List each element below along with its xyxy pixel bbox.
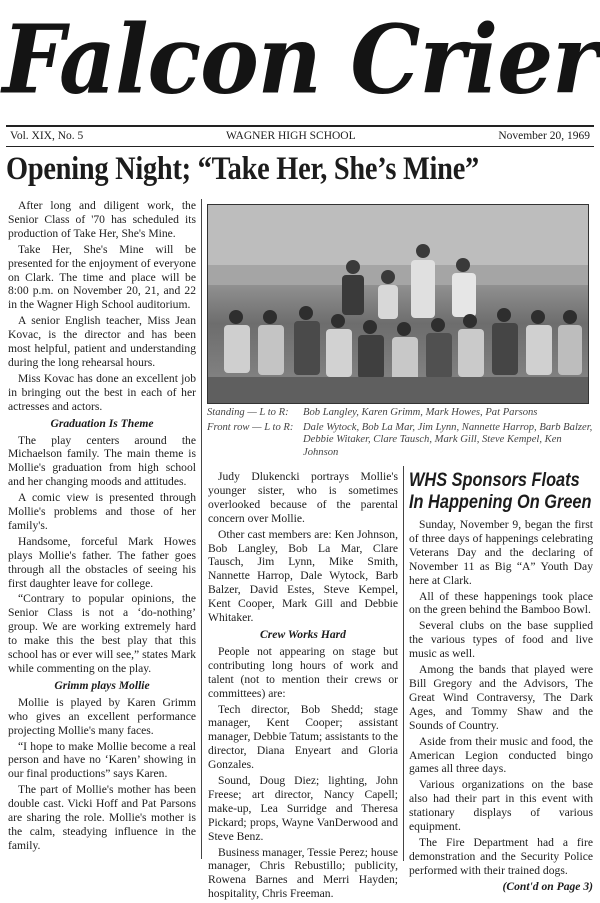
paragraph: “I hope to make Mollie become a real person and have no ‘Karen’ showing in our final productions” says Karen.	[8, 739, 196, 781]
paragraph: Mollie is played by Karen Grimm who gives an excellent performance projecting Mollie's many faces.	[8, 695, 196, 737]
paragraph: Handsome, forceful Mark Howes plays Mollie's father. The father goes through all the obstacles of seeing his first daughter leave for college.	[8, 534, 196, 590]
subheading-grimm: Grimm plays Mollie	[54, 678, 150, 692]
main-headline: Opening Night; “Take Her, She’s Mine”	[6, 151, 479, 187]
paragraph: A comic view is presented through Mollie's problems and those of her family's.	[8, 491, 196, 532]
paragraph: The play centers around the Michaelson family. The main theme is Mollie's graduation from high school and her changing moods and attitudes.	[8, 433, 196, 489]
article-column-3	[409, 518, 593, 896]
caption-front-names: Dale Wytock, Bob La Mar, Jim Lynn, Nannette Harrop, Barb Balzer, Debbie Witaker, Clare Tausch, Mark Gill, Steve Kempel, Ken Johnson	[303, 421, 593, 458]
subheading-graduation: Graduation Is Theme	[50, 416, 154, 430]
paragraph: Take Her, She's Mine will be presented for the enjoyment of everyone on Clark. The time and place will be 8:00 p.m. on November 20, 21, and 22 in the Wagner High School auditorium.	[8, 242, 196, 312]
masthead	[0, 0, 600, 126]
paragraph: Judy Dlukencki portrays Mollie's younger sister, who is sometimes overlooked because of the parental concern over Mollie.	[208, 470, 398, 525]
paragraph: Miss Kovac has done an excellent job in bringing out the best in each of her actresses and actors.	[8, 371, 196, 413]
photo-caption	[207, 407, 593, 459]
paragraph: The Fire Department had a fire demonstration and the Security Police performed with their trained dogs.	[409, 835, 593, 877]
paragraph: Various organizations on the base also had their part in this event with stationary displays of various equipment.	[409, 778, 593, 834]
cast-photo-image	[208, 205, 588, 403]
cast-photo	[207, 204, 589, 404]
paragraph: Aside from their music and food, the American Legion conducted bingo games all three days.	[409, 734, 593, 776]
paragraph: After long and diligent work, the Senior Class of '70 has scheduled its production of Take Her, She's Mine.	[8, 199, 196, 240]
subheading-crew: Crew Works Hard	[260, 627, 346, 641]
paragraph: Sound, Doug Diez; lighting, John Freese; art director, Nancy Capell; make-up, Lea Surridge and Theresa Pickard; props, Wayne VanDerwood and Steve Benz.	[208, 774, 398, 843]
paragraph: Tech director, Bob Shedd; stage manager, Kent Cooper; assistant manager, Debbie Tatum; assistants to the director, Diana Enyeart and Gloria Gonzales.	[208, 702, 398, 772]
paragraph: Business manager, Tessie Perez; house manager, Chris Rebustillo; publicity, Rowena Barnes and Merri Hayden; hospitality, Chris Freeman.	[208, 845, 398, 901]
paragraph: Sunday, November 9, began the first of three days of happenings celebrating Veterans Day and the declaring of November 11 as Big “A” Youth Day here at Clark.	[409, 518, 593, 587]
paragraph: “Contrary to popular opinions, the Senior Class is not a ‘do-nothing’ group. We are working extremely hard to make this the best play that this school has or ever will see,” states Mark while commenting on the play.	[8, 592, 196, 675]
paragraph: Several clubs on the base supplied the various types of food and live music as well.	[409, 619, 593, 661]
issue-date: November 20, 1969	[498, 130, 590, 142]
newspaper-title: Falcon Crier	[2, 2, 598, 116]
caption-standing-names: Bob Langley, Karen Grimm, Mark Howes, Pat Parsons	[303, 407, 538, 418]
paragraph: Among the bands that played were Bill Gregory and the Advisors, The Great Wind Contraversy, The Dark Ages, and Tommy Shaw and the Sounds of Country.	[409, 663, 593, 732]
continued-notice: (Cont'd on Page 3)	[502, 879, 593, 893]
paragraph: All of these happenings took place on the green behind the Bamboo Bowl.	[409, 589, 593, 617]
paragraph: A senior English teacher, Miss Jean Kovac, is the director and has been most helpful, patient and understanding during the long rehearsal hours.	[8, 314, 196, 369]
column-divider	[201, 199, 202, 859]
issue-info-bar	[10, 128, 590, 144]
school-name: WAGNER HIGH SCHOOL	[225, 130, 356, 142]
volume-number: Vol. XIX, No. 5	[10, 130, 84, 142]
caption-standing-label: Standing — L to R:	[207, 407, 289, 418]
article-column-2	[208, 470, 398, 903]
caption-front-label: Front row — L to R:	[207, 421, 294, 433]
article-column-1	[8, 199, 196, 855]
sidebar-headline: WHS Sponsors Floats In Happening On Green	[409, 470, 592, 513]
column-divider	[403, 466, 404, 861]
masthead-rule-top	[6, 125, 594, 127]
masthead-rule-bottom	[6, 146, 594, 147]
paragraph: People not appearing on stage but contributing long hours of work and talent (not to mention their crews or committees) are:	[208, 644, 398, 700]
paragraph: Other cast members are: Ken Johnson, Bob Langley, Bob La Mar, Clare Tausch, Jim Lynn, Mike Smith, Nannette Harrop, Dale Wytock, Barb Balzer, David Estes, Steve Kempel, Kent Cooper, Mark Gill and Debbie Whitaker.	[208, 527, 398, 625]
paragraph: The part of Mollie's mother has been double cast. Vicki Hoff and Pat Parsons are sharing the role. Mollie's mother is the calm, steadying influence in the family.	[8, 783, 196, 852]
